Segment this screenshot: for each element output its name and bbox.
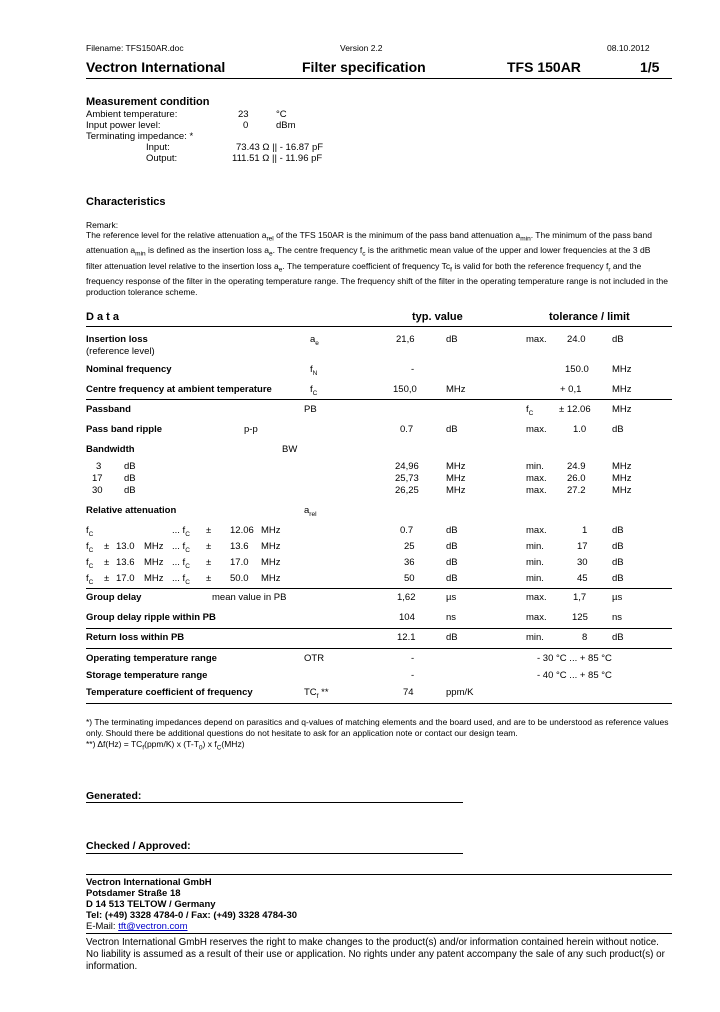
- rel-row-3-tol-unit: dB: [612, 557, 624, 568]
- input-power-value: 0: [243, 120, 249, 131]
- passband-tol: ± 12.06: [559, 404, 591, 415]
- passband-label: Passband: [86, 404, 131, 415]
- output-impedance-value: 111.51 Ω || - 11.96 pF: [232, 153, 323, 164]
- rel-row-4-tol: 45: [577, 573, 588, 584]
- group-delay-label: Group delay: [86, 592, 142, 603]
- rel-row-2-typ: 25: [404, 541, 415, 552]
- rel-row-1-eq: ±: [206, 525, 212, 536]
- remark-line-5: production tolerance scheme.: [86, 287, 198, 298]
- bw-3db-level: 3: [96, 461, 102, 472]
- rel-row-1-typ-unit: dB: [446, 525, 458, 536]
- tc-typ: 74: [403, 687, 414, 698]
- ripple-label: Pass band ripple: [86, 424, 163, 435]
- divider-group-delay: [86, 588, 672, 589]
- generated-label: Generated:: [86, 790, 142, 802]
- operating-temp-label: Operating temperature range: [86, 653, 217, 664]
- storage-temp-range: - 40 °C ... + 85 °C: [537, 670, 612, 681]
- group-delay-condition: mean value in PB: [212, 592, 287, 603]
- return-loss-typ: 12.1: [397, 632, 416, 643]
- return-loss-tol: 8: [582, 632, 588, 643]
- footnote-1: *) The terminating impedances depend on parasitics and q-values of matching elements and the board used, and are to be understood as reference values: [86, 717, 669, 727]
- operating-temp-symbol: OTR: [304, 653, 325, 664]
- gd-ripple-typ-unit: ns: [446, 612, 457, 623]
- ripple-tol: 1.0: [573, 424, 587, 435]
- centre-frequency-symbol: $f_C$: [310, 384, 318, 397]
- doc-title: Filter specification: [302, 59, 426, 75]
- rel-row-4-range: ... $f_C$: [172, 573, 190, 586]
- insertion-loss-symbol: $a_e$: [310, 334, 319, 347]
- rel-row-2-to-unit: MHz: [261, 541, 281, 552]
- bw-3db-limit: min.: [526, 461, 544, 472]
- ripple-tol-unit: dB: [612, 424, 624, 435]
- gd-ripple-typ: 104: [399, 612, 415, 623]
- return-loss-tol-unit: dB: [612, 632, 624, 643]
- address-phone: Tel: (+49) 3328 4784-0 / Fax: (+49) 3328 4784-30: [86, 910, 298, 921]
- input-impedance-value: 73.43 Ω || - 16.87 pF: [236, 142, 324, 153]
- relative-attenuation-symbol: $a_{rel}$: [304, 505, 317, 518]
- centre-frequency-label: Centre frequency at ambient temperature: [86, 384, 272, 395]
- nominal-frequency-typ: -: [411, 364, 415, 375]
- rel-row-3-to: 17.0: [230, 557, 249, 568]
- bw-30db-tol-unit: MHz: [612, 485, 632, 496]
- centre-frequency-typ-unit: MHz: [446, 384, 466, 395]
- ripple-typ-unit: dB: [446, 424, 458, 435]
- measurement-title: Measurement condition: [86, 96, 210, 108]
- operating-temp-range: - 30 °C ... + 85 °C: [537, 653, 612, 664]
- input-power-label: Input power level:: [86, 120, 161, 131]
- gd-ripple-tol-unit: ns: [612, 612, 623, 623]
- rel-row-2-tol-unit: dB: [612, 541, 624, 552]
- rel-row-3-off: 13.6: [116, 557, 135, 568]
- terminating-impedance-label: Terminating impedance: *: [86, 131, 194, 142]
- rel-row-3-range: ... $f_C$: [172, 557, 190, 570]
- tc-typ-unit: ppm/K: [446, 687, 474, 698]
- insertion-loss-label: Insertion loss: [86, 334, 148, 345]
- centre-frequency-typ: 150,0: [393, 384, 417, 395]
- insertion-loss-limit: max.: [526, 334, 547, 345]
- rel-row-1-tol-unit: dB: [612, 525, 624, 536]
- remark-line-3: filter attenuation level relative to the insertion loss $a_e$. The temperature coefficient of frequency $Tc_f$ is valid for both the reference frequency $f_r$ and the: [86, 260, 642, 274]
- rel-row-4-off-unit: MHz: [144, 573, 164, 584]
- group-delay-limit: max.: [526, 592, 547, 603]
- passband-symbol: PB: [304, 404, 317, 415]
- generated-signature-line: [86, 802, 463, 803]
- rel-row-3-pm: ±: [104, 557, 110, 568]
- rel-row-3-f: $f_C$: [86, 557, 94, 570]
- remark-label: Remark:: [86, 220, 119, 230]
- insertion-loss-tol-unit: dB: [612, 334, 624, 345]
- bw-17db-tol: 26.0: [567, 473, 586, 484]
- version: Version 2.2: [340, 43, 383, 53]
- ambient-temp-value: 23: [238, 109, 249, 120]
- rel-row-1-typ: 0.7: [400, 525, 414, 536]
- ambient-temp-unit: °C: [276, 109, 287, 120]
- bandwidth-symbol: BW: [282, 444, 298, 455]
- group-delay-tol: 1,7: [573, 592, 587, 603]
- passband-tol-unit: MHz: [612, 404, 632, 415]
- rel-row-2-f: $f_C$: [86, 541, 94, 554]
- footnote-2: only. Should there be additional questions do not hesitate to ask for an application note or contact our design team.: [86, 728, 518, 738]
- storage-temp-typ: -: [411, 670, 415, 681]
- company-name: Vectron International: [86, 59, 226, 75]
- bw-17db-unit: dB: [124, 473, 136, 484]
- bw-30db-limit: max.: [526, 485, 547, 496]
- centre-frequency-tol-unit: MHz: [612, 384, 632, 395]
- remark-text: [86, 230, 674, 299]
- footnote-formula: **) $\Delta f(Hz) = TC_f(ppm/K)$ x $(T-T_0)$ x $f_C(MHz)$: [86, 739, 245, 752]
- bw-17db-level: 17: [92, 473, 103, 484]
- bw-30db-tol: 27.2: [567, 485, 586, 496]
- bw-3db-typ-unit: MHz: [446, 461, 466, 472]
- ripple-symbol: p-p: [244, 424, 258, 435]
- email-link[interactable]: tft@vectron.com: [118, 921, 188, 932]
- gd-ripple-limit: max.: [526, 612, 547, 623]
- address-city: D 14 513 TELTOW / Germany: [86, 899, 216, 910]
- insertion-loss-tol: 24.0: [567, 334, 586, 345]
- col-tolerance-header: tolerance / limit: [549, 311, 630, 323]
- return-loss-label: Return loss within PB: [86, 632, 185, 643]
- nominal-frequency-label: Nominal frequency: [86, 364, 172, 375]
- ambient-temp-label: Ambient temperature:: [86, 109, 178, 120]
- rel-row-1-to-unit: MHz: [261, 525, 281, 536]
- rel-row-1-range: ... $f_C$: [172, 525, 190, 538]
- address-divider: [86, 874, 672, 875]
- header-divider: [86, 78, 672, 79]
- disclaimer-line-3: information.: [86, 961, 138, 972]
- group-delay-typ: 1,62: [397, 592, 416, 603]
- table-bottom-divider: [86, 703, 672, 704]
- rel-row-4-to-unit: MHz: [261, 573, 281, 584]
- bw-3db-tol: 24.9: [567, 461, 586, 472]
- group-delay-typ-unit: µs: [446, 592, 457, 603]
- disclaimer-line-2: No liability is assumed as a result of their use or application. No rights under any patent accompany the sale of any such product(s) or: [86, 949, 665, 960]
- group-delay-tol-unit: µs: [612, 592, 623, 603]
- rel-row-4-limit: min.: [526, 573, 544, 584]
- rel-row-2-eq: ±: [206, 541, 212, 552]
- rel-row-4-tol-unit: dB: [612, 573, 624, 584]
- characteristics-title: Characteristics: [86, 196, 166, 208]
- rel-row-2-pm: ±: [104, 541, 110, 552]
- checked-label: Checked / Approved:: [86, 840, 191, 852]
- relative-attenuation-label: Relative attenuation: [86, 505, 177, 516]
- col-data-header: D a t a: [86, 311, 120, 323]
- output-impedance-label: Output:: [146, 153, 178, 164]
- rel-row-3-typ-unit: dB: [446, 557, 458, 568]
- table-header-divider: [86, 326, 672, 327]
- nominal-frequency-tol-unit: MHz: [612, 364, 632, 375]
- address-email-row: E-Mail: tft@vectron.com: [86, 921, 188, 932]
- disclaimer-divider: [86, 933, 672, 934]
- divider-return-loss: [86, 628, 672, 629]
- rel-row-4-off: 17.0: [116, 573, 135, 584]
- return-loss-limit: min.: [526, 632, 544, 643]
- ripple-typ: 0.7: [400, 424, 414, 435]
- rel-row-2-tol: 17: [577, 541, 588, 552]
- ripple-limit: max.: [526, 424, 547, 435]
- rel-row-3-tol: 30: [577, 557, 588, 568]
- storage-temp-label: Storage temperature range: [86, 670, 208, 681]
- passband-ref: $f_C$: [526, 404, 534, 417]
- rel-row-2-off: 13.0: [116, 541, 135, 552]
- centre-frequency-tol: + 0,1: [560, 384, 582, 395]
- rel-row-3-to-unit: MHz: [261, 557, 281, 568]
- insertion-loss-typ-unit: dB: [446, 334, 458, 345]
- rel-row-2-limit: min.: [526, 541, 544, 552]
- gd-ripple-label: Group delay ripple within PB: [86, 612, 216, 623]
- remark-line-2: attenuation $a_{min}$ is defined as the insertion loss $a_e$. The centre frequency $f_c$ is the arithmetic mean value of the upper and lower frequencies at the 3 dB: [86, 245, 651, 258]
- checked-signature-line: [86, 853, 463, 854]
- rel-row-4-typ-unit: dB: [446, 573, 458, 584]
- bandwidth-label: Bandwidth: [86, 444, 135, 455]
- insertion-loss-typ: 21,6: [396, 334, 415, 345]
- input-power-unit: dBm: [276, 120, 296, 131]
- rel-row-3-eq: ±: [206, 557, 212, 568]
- address-street: Potsdamer Straße 18: [86, 888, 181, 899]
- rel-row-4-f: $f_C$: [86, 573, 94, 586]
- rel-row-1-to: 12.06: [230, 525, 254, 536]
- disclaimer-line-1: Vectron International GmbH reserves the right to make changes to the product(s) and/or information contained herein without notice.: [86, 937, 659, 948]
- rel-row-3-typ: 36: [404, 557, 415, 568]
- bw-30db-unit: dB: [124, 485, 136, 496]
- rel-row-2-off-unit: MHz: [144, 541, 164, 552]
- rel-row-4-pm: ±: [104, 573, 110, 584]
- bw-30db-typ-unit: MHz: [446, 485, 466, 496]
- date: 08.10.2012: [607, 43, 650, 53]
- col-typ-header: typ. value: [412, 311, 463, 323]
- nominal-frequency-tol: 150.0: [565, 364, 589, 375]
- bw-3db-unit: dB: [124, 461, 136, 472]
- rel-row-4-eq: ±: [206, 573, 212, 584]
- operating-temp-typ: -: [411, 653, 415, 664]
- page-number: 1/5: [640, 59, 660, 75]
- rel-row-2-to: 13.6: [230, 541, 249, 552]
- divider-passband: [86, 399, 672, 400]
- rel-row-3-off-unit: MHz: [144, 557, 164, 568]
- rel-row-4-to: 50.0: [230, 573, 249, 584]
- bw-3db-typ: 24,96: [395, 461, 419, 472]
- divider-temperature: [86, 648, 672, 649]
- bw-30db-typ: 26,25: [395, 485, 419, 496]
- nominal-frequency-symbol: $f_N$: [310, 364, 318, 377]
- rel-row-2-typ-unit: dB: [446, 541, 458, 552]
- gd-ripple-tol: 125: [572, 612, 588, 623]
- part-number: TFS 150AR: [507, 59, 581, 75]
- filename: Filename: TFS150AR.doc: [86, 43, 184, 53]
- rel-row-2-range: ... $f_C$: [172, 541, 190, 554]
- input-impedance-label: Input:: [146, 142, 170, 153]
- tc-label: Temperature coefficient of frequency: [86, 687, 253, 698]
- rel-row-1-tol: 1: [582, 525, 588, 536]
- rel-row-3-limit: min.: [526, 557, 544, 568]
- return-loss-typ-unit: dB: [446, 632, 458, 643]
- rel-row-4-typ: 50: [404, 573, 415, 584]
- bw-17db-typ: 25,73: [395, 473, 419, 484]
- remark-line-4: frequency response of the filter in the operating temperature range. The frequency shift of the filter in the operating temperature range is not included in the: [86, 275, 668, 286]
- bw-30db-level: 30: [92, 485, 103, 496]
- insertion-loss-sublabel: (reference level): [86, 346, 155, 357]
- remark-line-1: The reference level for the relative attenuation $a_{rel}$ of the TFS 150AR is the minimum of the pass band attenuation $a_{min}$. The minimum of the pass band: [86, 230, 652, 243]
- rel-row-1-f: $f_C$: [86, 525, 94, 538]
- address-company: Vectron International GmbH: [86, 877, 212, 888]
- rel-row-1-limit: max.: [526, 525, 547, 536]
- bw-17db-tol-unit: MHz: [612, 473, 632, 484]
- bw-17db-limit: max.: [526, 473, 547, 484]
- bw-3db-tol-unit: MHz: [612, 461, 632, 472]
- bw-17db-typ-unit: MHz: [446, 473, 466, 484]
- tc-symbol: $TC_f$ **: [304, 687, 329, 700]
